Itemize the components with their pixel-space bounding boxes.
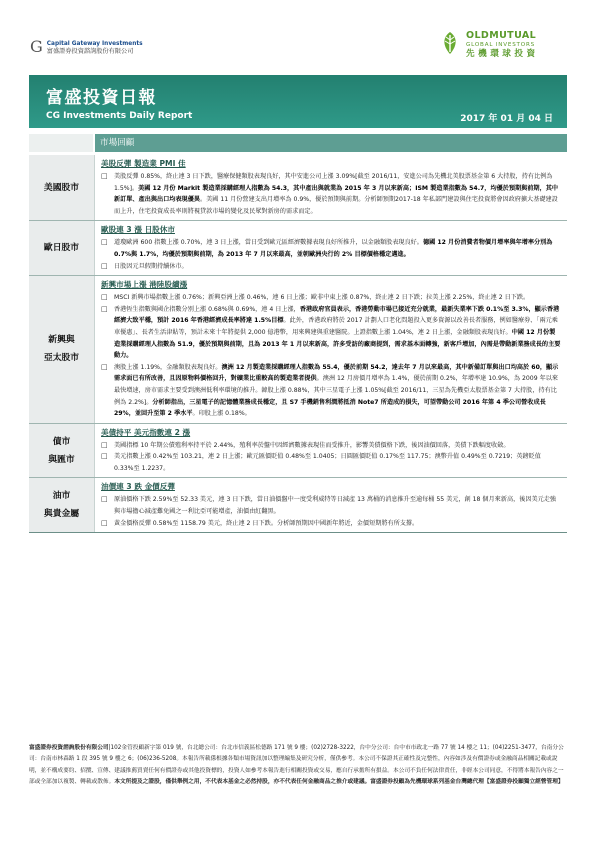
bullet-text-segment: 美股反彈 0.85%，終止連 3 日下跌，醫療保健類股表現良好，其中安進公司上漲 3.09%[截至 2016/11，安進公司為先機北美股票基金第 6 大持股，持有比例為 1.5%]。 (114, 173, 553, 192)
footer-text-segment: |102金管投顧新字第 019 號，台北總公司：台北市信義區松德路 171 號 9 樓；(02)2728-3222，台中分公司：台中市市政北一路 77 號 14 樓之 11；(04)2251-3477，台南分公司：台南市林森路 1 段 395 號 9 樓之 6；(06)236-5208。本報告所載係根據各類市場資訊加以整理編集及研究分析，僅供參考。本公司不保證其正確性及完整性，內容如涉及有價證券或金融商品相關記載或說明，並不構成要約、招攬、宣傳、建議推薦買賣任何有價證券或其他投資標的，投資人如參考本報告進行相關投資或交易，應自行承擔所有損益。本公司不負任何法律責任，非經本公司同意，不得將本報告內容之一部或全部加以複製、轉載或散佈。 (29, 745, 564, 785)
bullet-text (114, 440, 561, 452)
old-mutual-leaf-icon (438, 31, 462, 55)
checkbox-bullet-icon: □ (101, 261, 108, 270)
bullet-text-segment: 原油價格下跌 2.59%至 52.33 美元，連 3 日下跌，當日油價盤中一度受利威特等日減產 13 萬桶的消息推升至逾每桶 55 美元，創 18 個月來新高，後因美元走強與市場擔心減產難免國之一利比亞可能增產，油價由紅翻黑。 (114, 496, 557, 516)
footer-text-emphasis: 本文所提及之證股，僅供舉例之用，不代表本基金之必然持股，亦不代表任何金融商品之推介或建議 (114, 778, 365, 785)
bullet-item (101, 171, 561, 217)
om-name-en-sub: GLOBAL INVESTORS (466, 42, 536, 48)
checkbox-bullet-icon: □ (101, 293, 108, 302)
cg-name-zh: 富盛證券投資諮詢股份有限公司 (46, 48, 134, 55)
bullet-text-segment: 日股因元旦假期持續休市。 (114, 262, 188, 270)
region-label: 美國股市 (29, 155, 95, 220)
bullet-text-segment: 。澳洲 12 月房價月增率為 1.4%，優於前期 0.2%，年增率達 10.9%，為 2009 年以來最快增速，房市需求主要受到澳洲低利率環境的推升。韓股上漲 0.88%，其中三星電子上漲 1.05%[截至 2016/11，三星為先機亞太股票基金第 7 大持股，持有比例為 2.2%]。 (114, 375, 558, 406)
market-headline: 歐股連 3 漲 日股休市 (101, 225, 175, 235)
market-row (29, 424, 567, 479)
report-header (0, 0, 595, 80)
checkbox-bullet-icon: □ (101, 304, 108, 313)
market-row (29, 276, 567, 424)
bullet-text-emphasis: 美國 12 月份 Markit 製造業採購經理人指數為 54.3，其中產出與就業為 2015 年 3 月以來新高；ISM 製造業指數為 54.7，均優於預期與前期，其中新訂單、產出與出口均表現優異 (114, 184, 558, 204)
bullet-item (101, 451, 561, 474)
checkbox-bullet-icon: □ (101, 495, 108, 504)
region-label: 歐日股市 (29, 221, 95, 275)
bullet-text (114, 237, 561, 260)
market-row (29, 155, 567, 221)
bullet-text-segment: 澳股上漲 1.19%，金融類股表現良好。 (114, 363, 222, 371)
checkbox-bullet-icon: □ (101, 238, 108, 247)
footer-text-emphasis: 富盛證券投資諮詢股份有限公司 (29, 745, 109, 751)
checkbox-bullet-icon: □ (101, 518, 108, 527)
market-headline: 美債持平 美元指數連 2 漲 (101, 427, 191, 437)
bullet-text-segment: MSCI 新興市場指數上漲 0.76%；新興亞洲上漲 0.46%，連 6 日上漲；歐非中東上漲 0.87%，終止連 2 日下跌；拉美上漲 2.25%，終止連 2 日下跌。 (114, 294, 530, 302)
bullet-item (101, 440, 561, 452)
checkbox-bullet-icon: □ (101, 440, 108, 449)
region-label: 債市 與匯市 (29, 424, 95, 478)
old-mutual-logo (438, 31, 539, 60)
bullet-item (101, 494, 561, 517)
capital-gateway-logo (30, 37, 143, 56)
bullet-text (114, 518, 561, 530)
bullet-text (114, 494, 561, 517)
market-content (95, 221, 567, 275)
section-header-spacer (29, 134, 95, 152)
region-label: 新興與 亞太股市 (29, 276, 95, 423)
bullet-text-emphasis: 中國 12 月份製造業採購經理人指數為 51.9，優於預期與前期，且為 2013 年 1 月以來新高，許多受訪的廠商提到，需求基本面轉強，新客戶增加，內需是帶動新業務成長的主要動力。 (114, 328, 561, 360)
bullet-text-emphasis: 香港政府官員表示，香港勞動市場已接近充分就業，最新失業率下跌 0.1%至 3.3%，顯示香港經濟大致平穩，預計 2016 年香港經濟成長率將達 1.5%目標 (114, 305, 560, 325)
bullet-item (101, 261, 561, 273)
cg-logo-mark: G (30, 37, 43, 56)
market-row (29, 478, 567, 533)
bullet-text-segment: 美元指數上漲 0.42%至 103.21，連 2 日上漲；歐元匯價貶值 0.48%至 1.0405；日圓匯價貶值 0.17%至 117.75；澳幣升值 0.49%至 0.7219；英鎊貶值 0.33%至 1.2237。 (114, 453, 541, 472)
cg-name-en: Capital Gateway Investments (46, 41, 143, 47)
om-name-en: OLDMUTUAL (466, 30, 537, 41)
bullet-text (114, 304, 561, 362)
market-headline: 油價連 3 跌 金價反彈 (101, 482, 175, 492)
checkbox-bullet-icon: □ (101, 172, 108, 180)
bullet-text-segment: 香港恆生指數與國企指數分別上漲 0.68%與 0.69%，連 4 日上漲， (114, 305, 300, 313)
bullet-item (101, 237, 561, 260)
bullet-text-emphasis: 澳洲 12 月製造業採購經理人指數為 55.4，優於前期 54.2，達去年 7 月以來最高，其中新備訂單與出口均高於 60，顯示需求面已有所改善，且因原物料價格回升，對礦業比重較高的製造業者提供 (114, 363, 559, 383)
market-content (95, 424, 567, 478)
checkbox-bullet-icon: □ (101, 452, 108, 461)
section-header (29, 134, 567, 152)
footer-disclaimer (29, 743, 567, 788)
bullet-text-emphasis: 德國 12 月份消費者物價月增率與年增率分別為 0.7%與 1.7%，均優於預期與前期，為 2013 年 7 月以來最高，並朝歐洲央行的 2% 目標價格穩定邁進。 (114, 239, 553, 258)
bullet-text (114, 451, 561, 474)
bullet-item (101, 362, 561, 420)
bullet-text-segment: 黃金價格反彈 0.58%至 1158.79 美元，終止連 2 日下跌。分析師預期因中國新年將近，金價短期將有所支撐。 (114, 519, 419, 527)
market-content (95, 155, 567, 220)
market-content (95, 478, 567, 532)
title-banner (29, 75, 567, 128)
footer-text-emphasis: 。富盛證券投顧為先機環球系列基金台灣總代理【富盛證券投顧獨立經營管理】 (364, 778, 564, 785)
bullet-item (101, 292, 561, 304)
market-row (29, 221, 567, 276)
bullet-item (101, 518, 561, 530)
bullet-item (101, 304, 561, 362)
report-title: 富盛投資日報 (46, 88, 157, 108)
report-subtitle: CG Investments Daily Report (46, 111, 193, 121)
market-headline: 美股反彈 製造業 PMI 佳 (101, 159, 186, 168)
bullet-text-emphasis: 分析師指出，三星電子的記憶體業務成長穩定，且 S7 手機銷售利潤將抵消 Note7 所造成的損失，可望帶動公司 2016 年第 4 季公司營收成長 29%，並回升至第 2 季水平 (114, 398, 546, 418)
section-title: 市場回顧 (95, 134, 567, 152)
market-content (95, 276, 567, 423)
bullet-text-segment: 。印股上漲 0.18%。 (192, 410, 251, 418)
report-date: 2017 年 01 月 04 日 (460, 114, 553, 124)
market-headline: 新興市場上漲 港陸股續漲 (101, 280, 188, 290)
bullet-text (114, 261, 561, 273)
bullet-text (114, 171, 561, 217)
region-label: 油市 與貴金屬 (29, 478, 95, 532)
bullet-text-segment: 道瓊歐洲 600 指數上漲 0.70%，連 3 日上漲，當日受到歐元區經濟數據表現良好所推升，以金融類股表現良好。 (114, 239, 423, 247)
bullet-text-segment: 。美國 11 月份營建支出月增率為 0.9%，優於預期與前期。分析師預期2017-18 年私部門建設與住宅投資將會因政府擴大基礎建設而上升，住宅投資成長率則將視貸款市場的變化及民眾對新房的需求而定。 (114, 196, 558, 215)
om-name-zh: 先機環球投資 (466, 49, 539, 59)
bullet-text-segment: 美國指標 10 年期公債殖利率持平於 2.44%，殖利率於盤中因經濟數據表現佳而受推升，影響美債價格下跌，後因油價回落，美債下跌幅度收斂。 (114, 441, 510, 449)
market-review-table (29, 155, 567, 533)
bullet-text (114, 292, 561, 304)
bullet-text (114, 362, 561, 420)
checkbox-bullet-icon: □ (101, 362, 108, 371)
bullet-text-segment: 。此外，香港政府將於 2017 計劃人口老化問題投入更多資源以改善長者服務，例如醫療券、「兩元乘車優惠」、長者生活津貼等，預計未來十年將提供 2,000 億港幣，用來興建與重建醫院。上證指數上漲 1.04%，連 2 日上漲，金融類股表現良好。 (114, 317, 558, 336)
